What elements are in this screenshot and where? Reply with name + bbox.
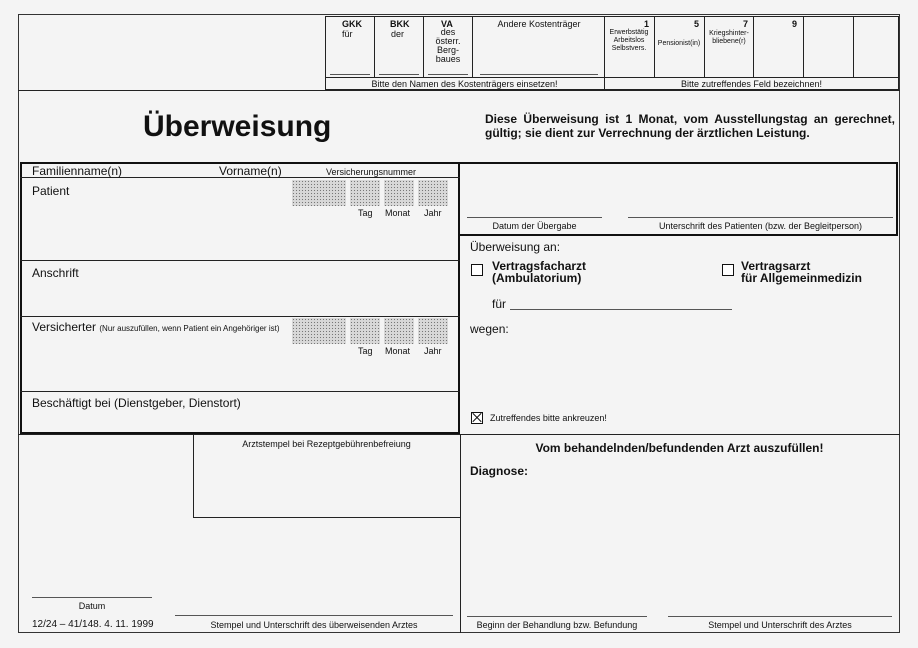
label-stamp: Arztstempel bei Rezeptgebührenbefreiung xyxy=(242,439,411,449)
hint-tick-field: Bitte zutreffendes Feld bezeichnen! xyxy=(681,79,822,89)
insured-no-field[interactable] xyxy=(292,318,346,344)
header-num-9: 9 xyxy=(792,19,798,29)
label-specialist-sub: (Ambulatorium) xyxy=(492,271,582,285)
doctor-heading: Vom behandelnden/befundenden Arzt auszufüllen! xyxy=(535,441,824,455)
header-num-1: 1 xyxy=(644,19,650,29)
for-field[interactable] xyxy=(510,309,732,310)
label-for: für xyxy=(492,297,507,311)
label-because: wegen: xyxy=(470,322,509,336)
insurance-no-field[interactable] xyxy=(292,180,346,206)
label-referring-signature: Stempel und Unterschrift des überweisenden Arztes xyxy=(210,620,418,630)
label-first-name: Vorname(n) xyxy=(219,164,282,178)
birth-day-field[interactable] xyxy=(350,180,380,206)
label-patient: Patient xyxy=(32,184,70,198)
label-handover-date: Datum der Übergabe xyxy=(492,221,577,231)
birth-month-field[interactable] xyxy=(384,180,414,206)
birth-year-field[interactable] xyxy=(418,180,448,206)
insured-month-field[interactable] xyxy=(384,318,414,344)
address-field[interactable] xyxy=(32,282,452,312)
label-month: Monat xyxy=(385,208,411,218)
label-specialist: Vertragsfacharzt xyxy=(492,259,587,273)
header-va: VA xyxy=(441,19,453,29)
label-insured-note: (Nur auszufüllen, wenn Patient ein Angehöriger ist) xyxy=(99,324,280,333)
form-title: Überweisung xyxy=(143,110,332,143)
label-date: Datum xyxy=(78,601,106,611)
patient-signature-field[interactable] xyxy=(628,190,893,216)
employer-field[interactable] xyxy=(32,410,452,430)
label-day: Tag xyxy=(358,208,373,218)
validity-note: Diese Überweisung ist 1 Monat, vom Ausstellungstag an gerechnet, gültig; sie dient zur Verrechnung der ärztlichen Leistung. xyxy=(485,112,895,140)
header-num-7-sub: Kriegshinter- bliebene(r) xyxy=(709,30,749,45)
label-address: Anschrift xyxy=(32,266,79,280)
checkbox-example-crossed-icon xyxy=(471,412,483,424)
label-family-name: Familienname(n) xyxy=(32,164,123,178)
label-year: Jahr xyxy=(424,208,442,218)
handover-date-field[interactable] xyxy=(467,190,602,216)
label-insured-day: Tag xyxy=(358,346,373,356)
header-va-sub: des österr. Berg- baues xyxy=(435,27,461,64)
checkbox-general-practitioner[interactable] xyxy=(722,264,734,276)
form-number: 12/24 – 41/148. 4. 11. 1999 xyxy=(32,619,154,630)
label-patient-signature: Unterschrift des Patienten (bzw. der Begleitperson) xyxy=(658,221,863,231)
header-num-1-sub: Erwerbstätig Arbeitslos Selbstvers. xyxy=(609,29,649,52)
label-insured-month: Monat xyxy=(385,346,411,356)
header-bkk-sub: der xyxy=(391,29,405,39)
header-gkk: GKK xyxy=(342,19,362,29)
referring-signature-field[interactable] xyxy=(175,540,453,614)
label-employed: Beschäftigt bei (Dienstgeber, Dienstort) xyxy=(32,396,241,410)
reason-field[interactable] xyxy=(470,338,890,398)
header-bkk: BKK xyxy=(390,19,410,29)
label-treatment-start: Beginn der Behandlung bzw. Befundung xyxy=(476,620,638,630)
hint-cost-bearer: Bitte den Namen des Kostenträgers einsetzen! xyxy=(371,79,558,89)
header-other: Andere Kostenträger xyxy=(497,19,581,29)
label-insurance-no: Versicherungsnummer xyxy=(326,167,417,177)
label-insured: Versicherter (Nur auszufüllen, wenn Patient ein Angehöriger ist) xyxy=(32,320,280,334)
header-gkk-sub: für xyxy=(342,29,353,39)
date-field[interactable] xyxy=(32,575,152,596)
insured-day-field[interactable] xyxy=(350,318,380,344)
header-num-5-sub: Pensionist(in) xyxy=(657,40,701,47)
label-tick-hint: Zutreffendes bitte ankreuzen! xyxy=(490,413,607,423)
patient-name-field[interactable] xyxy=(32,200,288,255)
label-general-practitioner: Vertragsarzt xyxy=(741,259,811,273)
insured-year-field[interactable] xyxy=(418,318,448,344)
label-insured-year: Jahr xyxy=(424,346,442,356)
checkbox-specialist[interactable] xyxy=(471,264,483,276)
header-num-5: 5 xyxy=(694,19,700,29)
stamp-field[interactable] xyxy=(200,452,455,514)
label-general-practitioner-sub: für Allgemeinmedizin xyxy=(741,271,862,285)
diagnosis-field[interactable] xyxy=(470,480,890,600)
label-doctor-signature: Stempel und Unterschrift des Arztes xyxy=(708,620,852,630)
header-num-7: 7 xyxy=(743,19,749,29)
label-diagnosis: Diagnose: xyxy=(470,464,529,478)
label-referral-to: Überweisung an: xyxy=(470,240,561,254)
